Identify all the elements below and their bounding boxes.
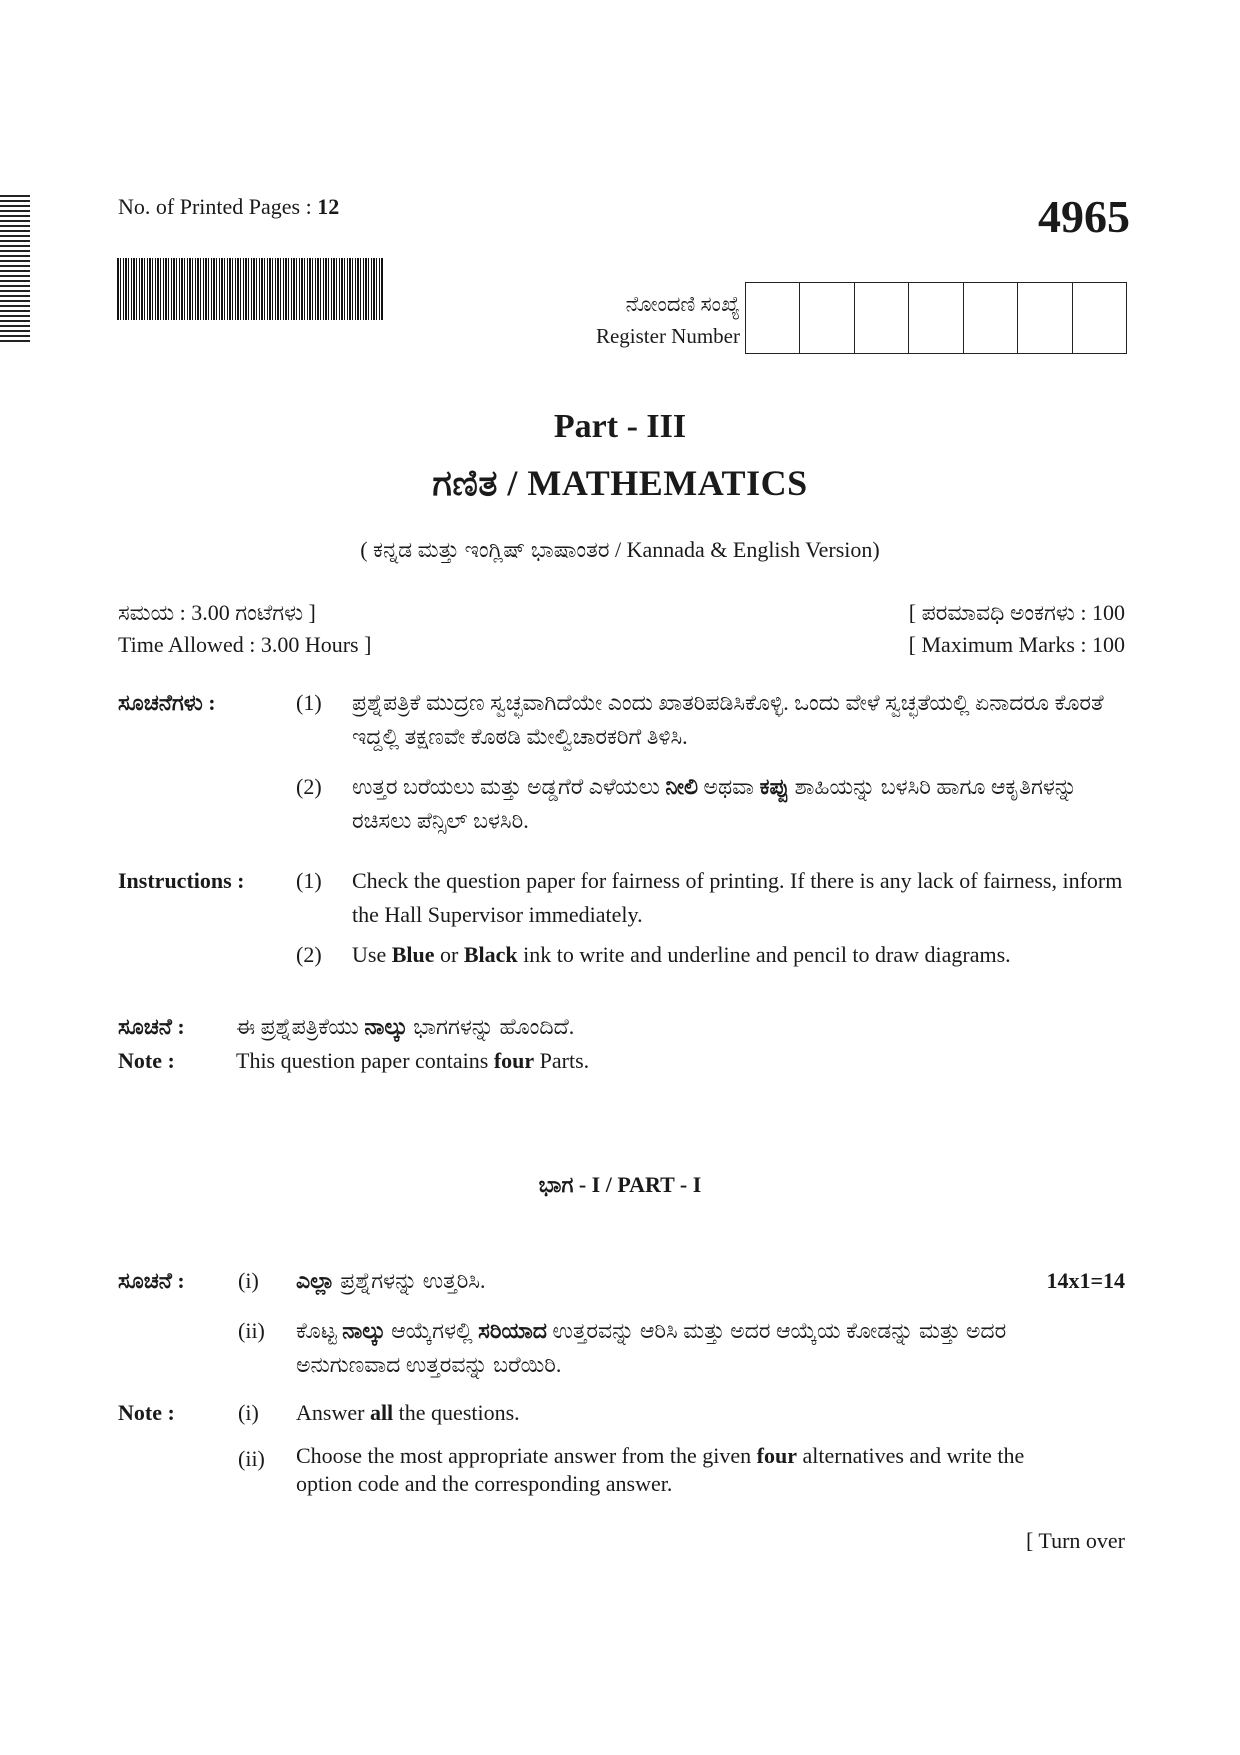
note-en-label: Note :	[118, 1048, 175, 1073]
register-digit-box[interactable]	[746, 283, 800, 353]
register-digit-box[interactable]	[800, 283, 854, 353]
time-marks-kn: ಸಮಯ : 3.00 ಗಂಟೆಗಳು ] [ ಪರಮಾವಧಿ ಅಂಕಗಳು : 100	[118, 600, 1125, 625]
part1-marks: 14x1=14	[1046, 1268, 1125, 1293]
part1-note-en-label: Note :	[118, 1400, 175, 1425]
instructions-en-label: Instructions :	[118, 868, 245, 893]
register-digit-box[interactable]	[964, 283, 1018, 353]
part-title: Part - III	[553, 408, 687, 445]
instruction-number: (2)	[296, 774, 322, 799]
printed-pages: No. of Printed Pages : 12	[118, 194, 340, 219]
register-number-boxes[interactable]	[745, 282, 1127, 354]
registration-marks	[0, 195, 30, 345]
instructions-kn-label: ಸೂಚನೆಗಳು :	[118, 690, 216, 715]
instruction-number: (1)	[296, 868, 322, 893]
register-digit-box[interactable]	[909, 283, 963, 353]
instruction-en-2: Use Blue or Black ink to write and underline and pencil to draw diagrams.	[352, 942, 1011, 967]
version-line: ( ಕನ್ನಡ ಮತ್ತು ಇಂಗ್ಲಿಷ್ ಭಾಷಾಂತರ / Kannada & English Version)	[360, 537, 880, 562]
part1-item-number: (ii)	[238, 1318, 265, 1343]
instruction-number: (1)	[296, 690, 322, 715]
register-digit-box[interactable]	[1073, 283, 1126, 353]
part1-item-number: (i)	[238, 1268, 259, 1293]
note-kn-text: ಈ ಪ್ರಶ್ನೆಪತ್ರಿಕೆಯು ನಾಲ್ಕು ಭಾಗಗಳನ್ನು ಹೊಂದಿದೆ.	[236, 1014, 575, 1039]
turn-over: [ Turn over	[1025, 1528, 1125, 1553]
part1-item-number: (ii)	[238, 1446, 265, 1471]
part1-kn-ii: ಕೊಟ್ಟ ನಾಲ್ಕು ಆಯ್ಕೆಗಳಲ್ಲಿ ಸರಿಯಾದ ಉತ್ತರವನ್ನು ಆರಿಸಿ ಮತ್ತು ಅದರ ಆಯ್ಕೆಯ ಕೋಡನ್ನು ಮತ್ತು ಅದರ ಅನುಗುಣವಾದ ಉತ್ತರವನ್ನು ಬರೆಯಿರಿ.	[296, 1318, 1007, 1377]
time-marks-en: Time Allowed : 3.00 Hours ] [ Maximum Marks : 100	[118, 632, 1125, 657]
note-kn-label: ಸೂಚನೆ :	[118, 1014, 185, 1039]
instruction-kn-2: ಉತ್ತರ ಬರೆಯಲು ಮತ್ತು ಅಡ್ಡಗೆರೆ ಎಳೆಯಲು ನೀಲಿ ಅಥವಾ ಕಪ್ಪು ಶಾಹಿಯನ್ನು ಬಳಸಿರಿ ಹಾಗೂ ಆಕೃತಿಗಳನ್ನು ರಚಿಸಲು ಪೆನ್ಸಿಲ್ ಬಳಸಿರಿ.	[352, 774, 1077, 833]
part1-kn-i: ಎಲ್ಲಾ ಪ್ರಶ್ನೆಗಳನ್ನು ಉತ್ತರಿಸಿ.	[296, 1268, 486, 1293]
part1-en-i: Answer all the questions.	[296, 1400, 520, 1425]
paper-code: 4965	[1038, 191, 1130, 242]
register-number-label: ನೋಂದಣಿ ಸಂಖ್ಯೆ Register Number	[595, 292, 740, 348]
part1-item-number: (i)	[238, 1400, 259, 1425]
part1-heading: ಭಾಗ - I / PART - I	[538, 1172, 702, 1197]
instruction-en-1: Check the question paper for fairness of printing. If there is any lack of fairness, inform the Hall Supervisor immediately.	[352, 868, 1123, 927]
subject-title: ಗಣಿತ / MATHEMATICS	[432, 463, 808, 503]
register-digit-box[interactable]	[855, 283, 909, 353]
instruction-kn-1: ಪ್ರಶ್ನೆಪತ್ರಿಕೆ ಮುದ್ರಣ ಸ್ವಚ್ಛವಾಗಿದೆಯೇ ಎಂದು ಖಾತರಿಪಡಿಸಿಕೊಳ್ಳಿ. ಒಂದು ವೇಳೆ ಸ್ವಚ್ಛತೆಯಲ್ಲಿ ಏನಾದರೂ ಕೊರತೆ ಇದ್ದಲ್ಲಿ ತಕ್ಷಣವೇ ಕೊಠಡಿ ಮೇಲ್ವಿಚಾರಕರಿಗೆ ತಿಳಿಸಿ.	[352, 690, 1104, 749]
register-digit-box[interactable]	[1018, 283, 1072, 353]
part1-note-kn-label: ಸೂಚನೆ :	[118, 1268, 185, 1293]
note-en-text: This question paper contains four Parts.	[236, 1048, 590, 1073]
part1-en-ii: Choose the most appropriate answer from the given four alternatives and write the option code and the corresponding answer.	[296, 1443, 1025, 1496]
instruction-number: (2)	[296, 942, 322, 967]
barcode	[117, 258, 383, 320]
